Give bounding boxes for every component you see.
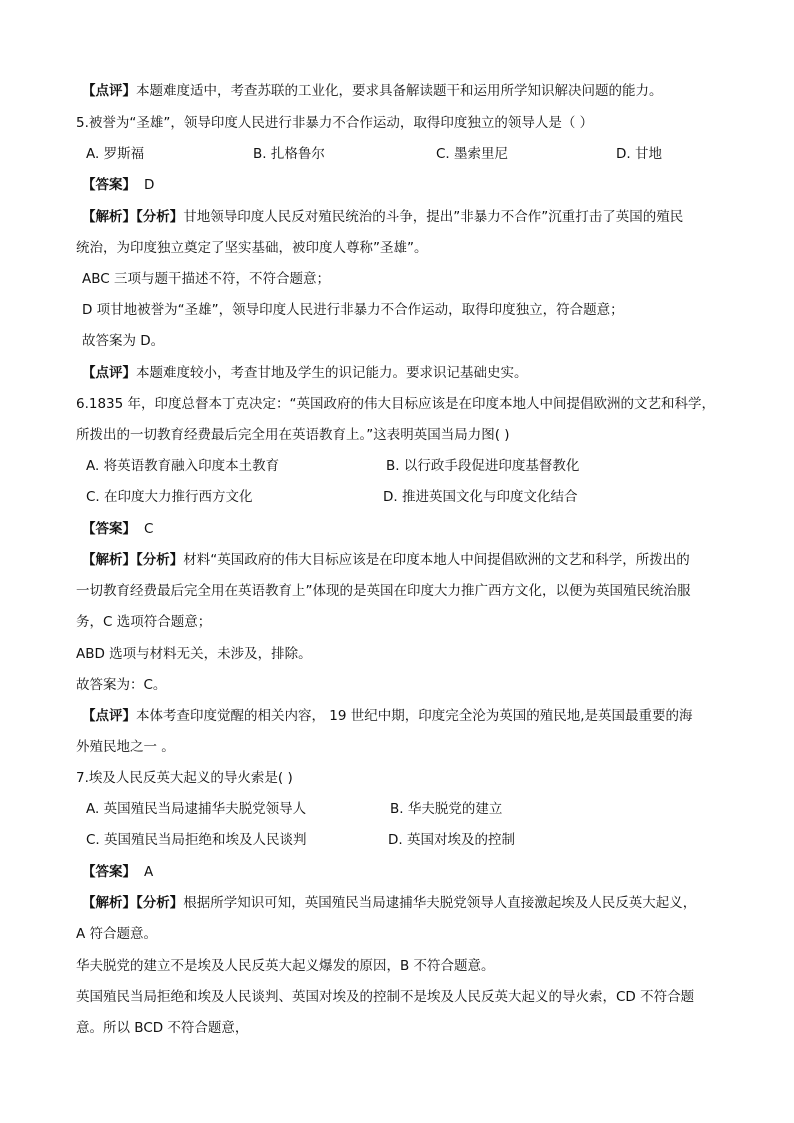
analysis-text: 甘地领导印度人民反对殖民统治的斗争，提出”非暴力不合作”沉重打击了英国的殖民 xyxy=(183,209,684,225)
comment-text: 本题难度较小，考查甘地及学生的识记能力。要求识记基础史实。 xyxy=(136,365,528,381)
q5-analysis-3: ABC 三项与题干描述不符，不符合题意； xyxy=(82,271,330,287)
q6-option-c: C. 在印度大力推行西方文化 xyxy=(86,489,253,505)
q7-analysis-3: 华夫脱党的建立不是埃及人民反英大起义爆发的原因，B 不符合题意。 xyxy=(76,958,495,974)
answer-value: C xyxy=(144,521,154,537)
analysis-tag: 【解析】【分析】 xyxy=(82,895,184,911)
q5-option-b: B. 扎格鲁尔 xyxy=(253,146,325,162)
q6-analysis-2: 一切教育经费最后完全用在英语教育上”体现的是英国在印度大力推广西方文化，以便为英国殖民统治服 xyxy=(76,583,691,599)
answer-tag: 【答案】 xyxy=(82,521,136,537)
q6-analysis-1 xyxy=(82,551,732,569)
q6-analysis-5: 故答案为：C。 xyxy=(76,677,167,693)
q6-option-a: A. 将英语教育融入印度本土教育 xyxy=(86,458,280,474)
q6-option-b: B. 以行政手段促进印度基督教化 xyxy=(386,458,580,474)
q6-comment-2: 外殖民地之一 。 xyxy=(76,739,175,755)
q7-option-a: A. 英国殖民当局逮捕华夫脱党领导人 xyxy=(86,801,307,817)
answer-value: A xyxy=(144,864,154,880)
question-5: 5.被誉为“圣雄”，领导印度人民进行非暴力不合作运动，取得印度独立的领导人是（ ） xyxy=(76,115,594,131)
q6-comment-1 xyxy=(82,707,732,725)
comment-tag: 【点评】 xyxy=(82,83,136,99)
q6-answer xyxy=(82,520,732,538)
q6-analysis-3: 务，C 选项符合题意； xyxy=(76,614,212,630)
q5-option-c: C. 墨索里尼 xyxy=(436,146,509,162)
answer-tag: 【答案】 xyxy=(82,177,136,193)
q7-analysis-4: 英国殖民当局拒绝和埃及人民谈判、英国对埃及的控制不是埃及人民反英大起义的导火索，CD 不符合题 xyxy=(76,989,695,1005)
q5-analysis-4: D 项甘地被誉为“圣雄”，领导印度人民进行非暴力不合作运动，取得印度独立，符合题意； xyxy=(82,302,624,318)
q7-option-d: D. 英国对埃及的控制 xyxy=(388,832,515,848)
q5-comment xyxy=(82,364,732,382)
answer-tag: 【答案】 xyxy=(82,864,136,880)
q7-option-c: C. 英国殖民当局拒绝和埃及人民谈判 xyxy=(86,832,307,848)
q7-analysis-1 xyxy=(82,894,732,912)
q6-option-d: D. 推进英国文化与印度文化结合 xyxy=(383,489,578,505)
question-6-line-2: 所拨出的一切教育经费最后完全用在英语教育上。”这表明英国当局力图( ) xyxy=(76,427,510,443)
analysis-text: 根据所学知识可知，英国殖民当局逮捕华夫脱党领导人直接激起埃及人民反英大起义， xyxy=(183,895,697,911)
comment-text: 本体考查印度觉醒的相关内容， 19 世纪中期，印度完全沦为英国的殖民地,是英国最重要的海 xyxy=(136,708,693,724)
analysis-tag: 【解析】【分析】 xyxy=(82,552,184,568)
q5-answer xyxy=(82,176,732,194)
comment-line xyxy=(82,82,732,100)
q6-analysis-4: ABD 选项与材料无关，未涉及，排除。 xyxy=(76,646,312,662)
q5-analysis-2: 统治，为印度独立奠定了坚实基础，被印度人尊称”圣雄”。 xyxy=(76,240,428,256)
q5-option-d: D. 甘地 xyxy=(616,146,662,162)
q7-answer xyxy=(82,863,732,881)
comment-text: 本题难度适中，考查苏联的工业化，要求具备解读题干和运用所学知识解决问题的能力。 xyxy=(136,83,663,99)
q5-option-a: A. 罗斯福 xyxy=(86,146,145,162)
answer-value: D xyxy=(144,177,155,193)
question-6-line-1: 6.1835 年，印度总督本丁克决定：“英国政府的伟大目标应该是在印度本地人中间提倡欧洲的文艺和科学， xyxy=(76,396,716,412)
question-7: 7.埃及人民反英大起义的导火索是( ) xyxy=(76,770,293,786)
q7-analysis-2: A 符合题意。 xyxy=(76,926,158,942)
analysis-tag: 【解析】【分析】 xyxy=(82,209,184,225)
comment-tag: 【点评】 xyxy=(82,365,136,381)
comment-tag: 【点评】 xyxy=(82,708,136,724)
q7-analysis-5: 意。所以 BCD 不符合题意， xyxy=(76,1020,249,1036)
analysis-text: 材料“英国政府的伟大目标应该是在印度本地人中间提倡欧洲的文艺和科学，所拨出的 xyxy=(183,552,690,568)
q5-analysis-1 xyxy=(82,208,732,226)
q7-option-b: B. 华夫脱党的建立 xyxy=(390,801,503,817)
q5-analysis-5: 故答案为 D。 xyxy=(82,333,165,349)
